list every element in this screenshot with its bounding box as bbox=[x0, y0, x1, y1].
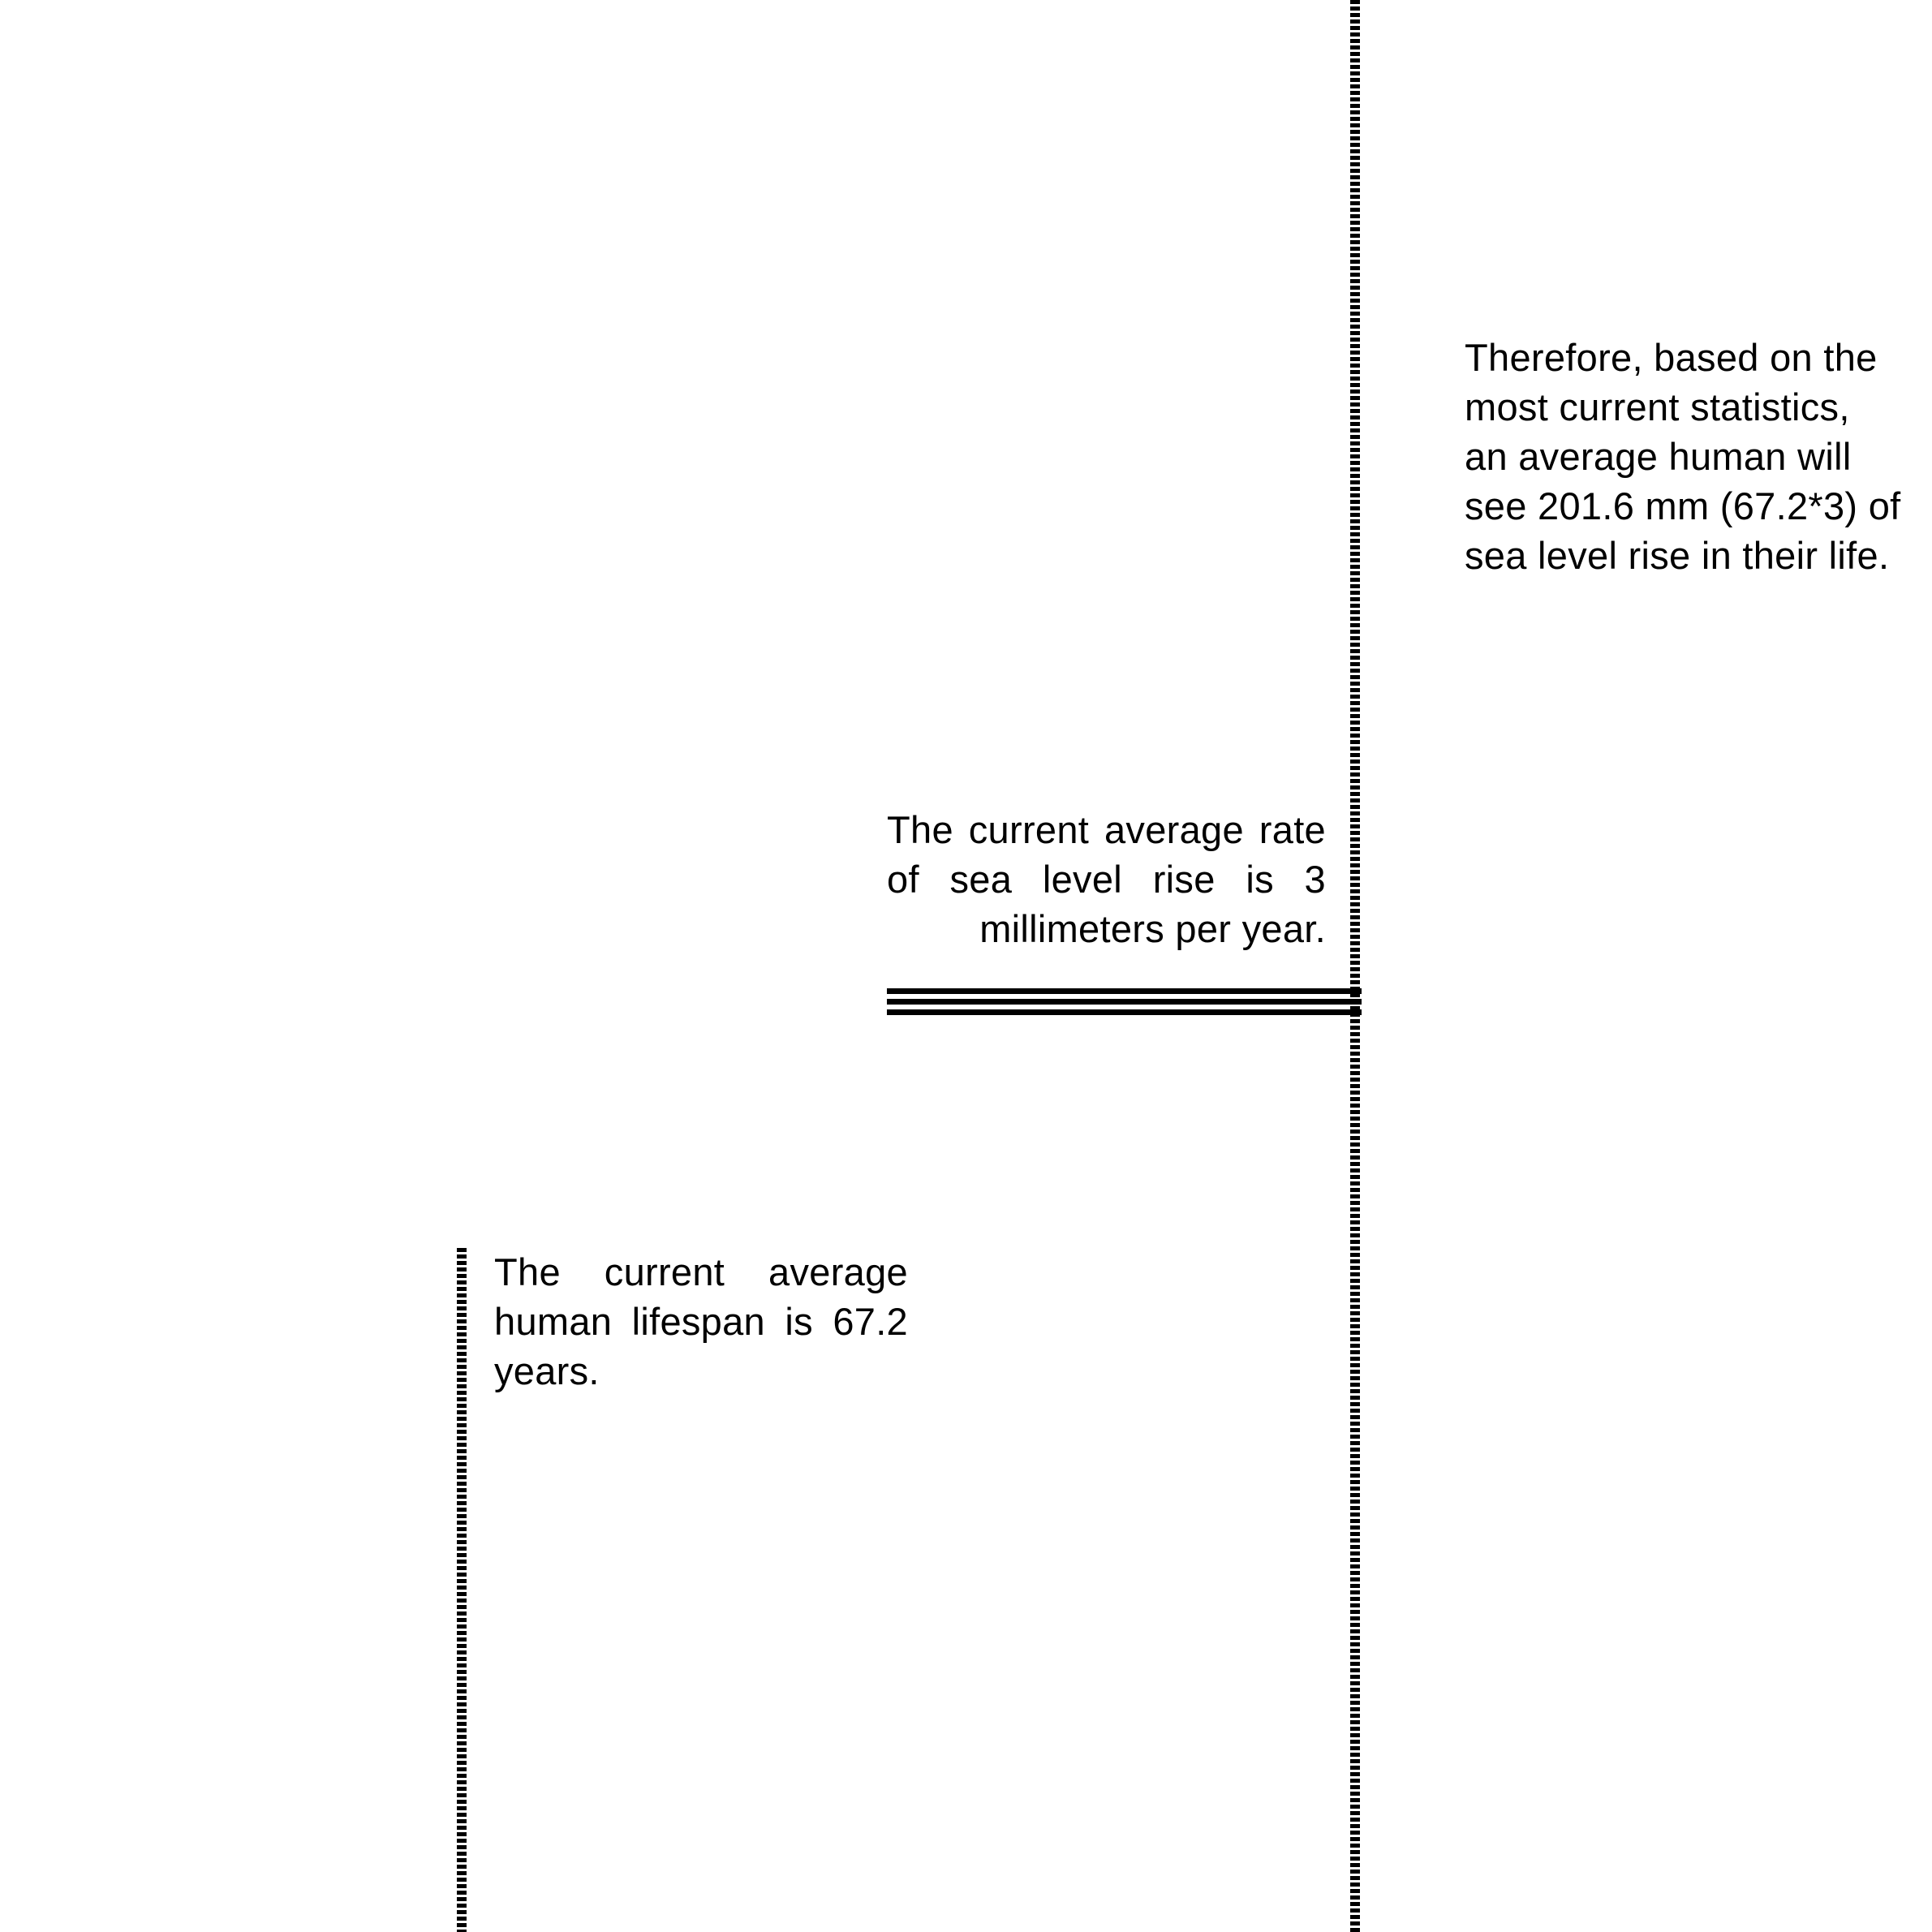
sea-level-timeline-dotted-line bbox=[1350, 0, 1360, 1932]
marker-bar bbox=[887, 988, 1362, 994]
conclusion-text: Therefore, based on the most current statistics, an average human will see 201.6 mm (67.2*3) of sea level rise in their life. bbox=[1465, 336, 1901, 577]
lifespan-text: The current average human lifespan is 67.2 years. bbox=[494, 1250, 908, 1392]
sea-level-rate-text: The current average rate of sea level rise is 3 millimeters per year. bbox=[887, 808, 1326, 950]
lifespan-dotted-line bbox=[457, 1248, 467, 1932]
marker-bar bbox=[887, 1009, 1362, 1015]
marker-bar bbox=[887, 999, 1362, 1005]
sea-level-marker-triple-line bbox=[887, 988, 1362, 1016]
